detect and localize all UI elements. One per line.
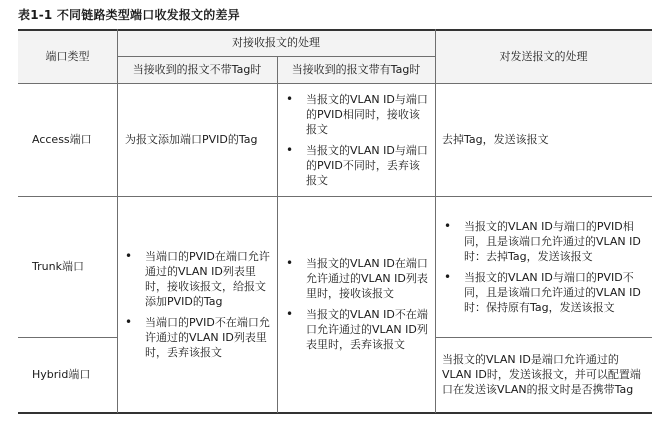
list-item: • 当报文的VLAN ID在端口允许通过的VLAN ID列表里时，接收该报文: [280, 256, 432, 301]
table-caption: 表1-1 不同链路类型端口收发报文的差异: [18, 8, 240, 22]
access-send-cell: 去掉Tag，发送该报文: [442, 133, 549, 146]
list-item: • 当端口的PVID在端口允许通过的VLAN ID列表里时，接收该报文，给报文添加PVID的Tag: [119, 249, 275, 309]
table-bottom-border: [18, 412, 652, 414]
trunk-port-cell: Trunk端口: [32, 260, 84, 273]
access-tagged-cell: [280, 83, 430, 196]
trunk-hybrid-tagged-cell: [280, 196, 432, 412]
col-divider-1: [117, 29, 118, 413]
hybrid-send-cell: 当报文的VLAN ID是端口允许通过的VLAN ID时，发送该报文，并可以配置端口在发送该VLAN的报文时是否携带Tag: [442, 353, 641, 396]
access-tagged-list: [280, 92, 430, 188]
access-untagged-cell: 为报文添加端口PVID的Tag: [125, 133, 258, 146]
trunk-hybrid-tagged-list: [280, 256, 432, 352]
list-item: • 当报文的VLAN ID与端口的PVID不同，且是该端口允许通过的VLAN ID时：保持原有Tag，发送该报文: [438, 270, 648, 315]
list-item: • 当报文的VLAN ID与端口的PVID相同时，接收该报文: [280, 92, 430, 137]
trunk-send-list: [438, 219, 648, 315]
header-send: 对发送报文的处理: [499, 49, 588, 63]
list-item: • 当报文的VLAN ID与端口的PVID相同，且是该端口允许通过的VLAN ID时：去掉Tag，发送该报文: [438, 219, 648, 264]
list-item: • 当端口的PVID不在端口允许通过的VLAN ID列表里时，丢弃该报文: [119, 315, 275, 360]
header-receive-tagged: 当接收到的报文带有Tag时: [291, 63, 421, 76]
header-receive-untagged: 当接收到的报文不带Tag时: [132, 63, 262, 76]
trunk-hybrid-untagged-list: [119, 249, 275, 360]
col-divider-3: [435, 29, 436, 413]
access-port-cell: Access端口: [32, 133, 92, 146]
trunk-send-cell: [438, 196, 648, 337]
port-difference-table: [18, 29, 652, 413]
list-item: • 当报文的VLAN ID不在端口允许通过的VLAN ID列表里时，丢弃该报文: [280, 307, 432, 352]
list-item: • 当报文的VLAN ID与端口的PVID不同时，丢弃该报文: [280, 143, 430, 188]
header-port-type: 端口类型: [45, 49, 90, 63]
hybrid-port-cell: Hybrid端口: [32, 368, 91, 381]
col-divider-2: [277, 56, 278, 413]
header-receive-group: 对接收报文的处理: [232, 36, 320, 49]
trunk-hybrid-untagged-cell: [119, 196, 275, 412]
